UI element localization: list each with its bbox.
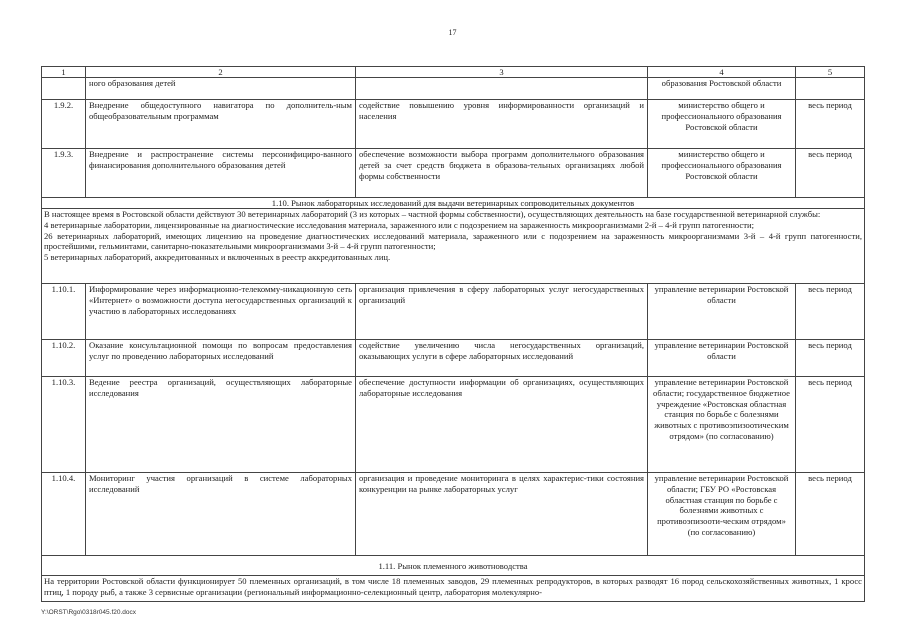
table-row (42, 284, 865, 340)
table-row (42, 473, 865, 556)
section-title-1-11: 1.11. Рынок племенного животноводства (42, 556, 865, 576)
row-period: весь период (796, 100, 865, 149)
row-period: весь период (796, 377, 865, 473)
table-row (42, 100, 865, 149)
section-text-row (42, 209, 865, 284)
row-number: 1.10.2. (42, 340, 86, 377)
header-col-1: 1 (42, 67, 86, 78)
page-number: 17 (448, 28, 457, 37)
file-path-footer: Y:\ORST\Rgo\0318r045.f20.docx (41, 609, 137, 616)
row-measure: Информирование через информационно-телекомму-никационную сеть «Интернет» о возможности доступа негосударственных организаций к участию в лабораторных исследованиях (86, 284, 356, 340)
row-period: весь период (796, 284, 865, 340)
row-period: весь период (796, 473, 865, 556)
row-result: организация и проведение мониторинга в целях характерис-тики состояния конкуренции на рынке лабораторных услуг (356, 473, 648, 556)
table-row (42, 149, 865, 198)
row-period: весь период (796, 149, 865, 198)
row-number: 1.9.2. (42, 100, 86, 149)
row-result: содействие увеличению числа негосударственных организаций, оказывающих услуги в сфере лабораторных исследований (356, 340, 648, 377)
row-executor: управление ветеринарии Ростовской области; ГБУ РО «Ростовская областная станция по борьбе с болезнями животных с противоэпизооти-ческим отрядом» (по согласованию) (648, 473, 796, 556)
row-number: 1.9.3. (42, 149, 86, 198)
row-result: обеспечение возможности выбора программ дополнительного образования детей за счет средств бюджета в образова-тельных организациях любой формы собственности (356, 149, 648, 198)
header-col-4: 4 (648, 67, 796, 78)
section-title-row (42, 556, 865, 576)
row-executor: управление ветеринарии Ростовской области; государственное бюджетное учреждение «Ростовская областная станция по борьбе с болезнями животных с противоэпизоотическим отрядом» (по согласованию) (648, 377, 796, 473)
header-col-5: 5 (796, 67, 865, 78)
section-title-1-10: 1.10. Рынок лабораторных исследований для выдачи ветеринарных сопроводительных документов (42, 198, 865, 209)
row-executor: управление ветеринарии Ростовской области (648, 340, 796, 377)
header-col-3: 3 (356, 67, 648, 78)
header-col-2: 2 (86, 67, 356, 78)
table-row (42, 377, 865, 473)
row-measure: Внедрение и распространение системы персонифициро-ванного финансирования дополнительного образования детей (86, 149, 356, 198)
table-row (42, 340, 865, 377)
row-measure: Мониторинг участия организаций в системе лабораторных исследований (86, 473, 356, 556)
row-number: 1.10.3. (42, 377, 86, 473)
section-title-row (42, 198, 865, 209)
row-result (356, 78, 648, 100)
row-measure: Оказание консультационной помощи по вопросам предоставления услуг по проведению лабораторных исследований (86, 340, 356, 377)
row-result: организация привлечения в сферу лабораторных услуг негосударственных организаций (356, 284, 648, 340)
row-period: весь период (796, 340, 865, 377)
row-executor: министерство общего и профессионального образования Ростовской области (648, 149, 796, 198)
section-text-1-11: На территории Ростовской области функционирует 50 племенных организаций, в том числе 18 племенных заводов, 29 племенных репродукторов, в которых разводят 16 пород сельскохозяйственных животных, 1 кросс птиц, 1 породу рыб, а также 3 сервисные организации (региональный информационно-селекционный центр, лаборатория молекулярно- (42, 576, 865, 602)
table-header-row (42, 67, 865, 78)
section-text-1-10: В настоящее время в Ростовской области действуют 30 ветеринарных лабораторий (3 из которых – частной формы собственности), осуществляющих деятельность на базе государственной ветеринарной службы: 4 ветеринарные лаборатории, лицензированные на диагностические исследования материала, зараженного или с подозрением на зараженность микроорганизмами 2-й – 4-й групп патогенности; 26 ветеринарных лабораторий, имеющих лицензию на проведение диагностических исследований материала, зараженного или с подозрением на зараженность микроорганизмами 3-й – 4-й групп патогенности, простейшими, гельминтами, санитарно-показательными микроорганизмами 3-й – 4-й групп патогенности; 5 ветеринарных лабораторий, аккредитованных и включенных в реестр аккредитованных лиц. (42, 209, 865, 284)
row-executor: министерство общего и профессионального образования Ростовской области (648, 100, 796, 149)
row-executor: образования Ростовской области (648, 78, 796, 100)
row-number (42, 78, 86, 100)
section-text-row (42, 576, 865, 602)
row-result: содействие повышению уровня информированности организаций и населения (356, 100, 648, 149)
row-executor: управление ветеринарии Ростовской области (648, 284, 796, 340)
row-measure: Внедрение общедоступного навигатора по дополнитель-ным общеобразовательным программам (86, 100, 356, 149)
row-period (796, 78, 865, 100)
row-result: обеспечение доступности информации об организациях, осуществляющих лабораторные исследования (356, 377, 648, 473)
row-number: 1.10.1. (42, 284, 86, 340)
table-row (42, 78, 865, 100)
row-number: 1.10.4. (42, 473, 86, 556)
row-measure: Ведение реестра организаций, осуществляющих лабораторные исследования (86, 377, 356, 473)
measures-table (41, 66, 865, 602)
row-measure: ного образования детей (86, 78, 356, 100)
